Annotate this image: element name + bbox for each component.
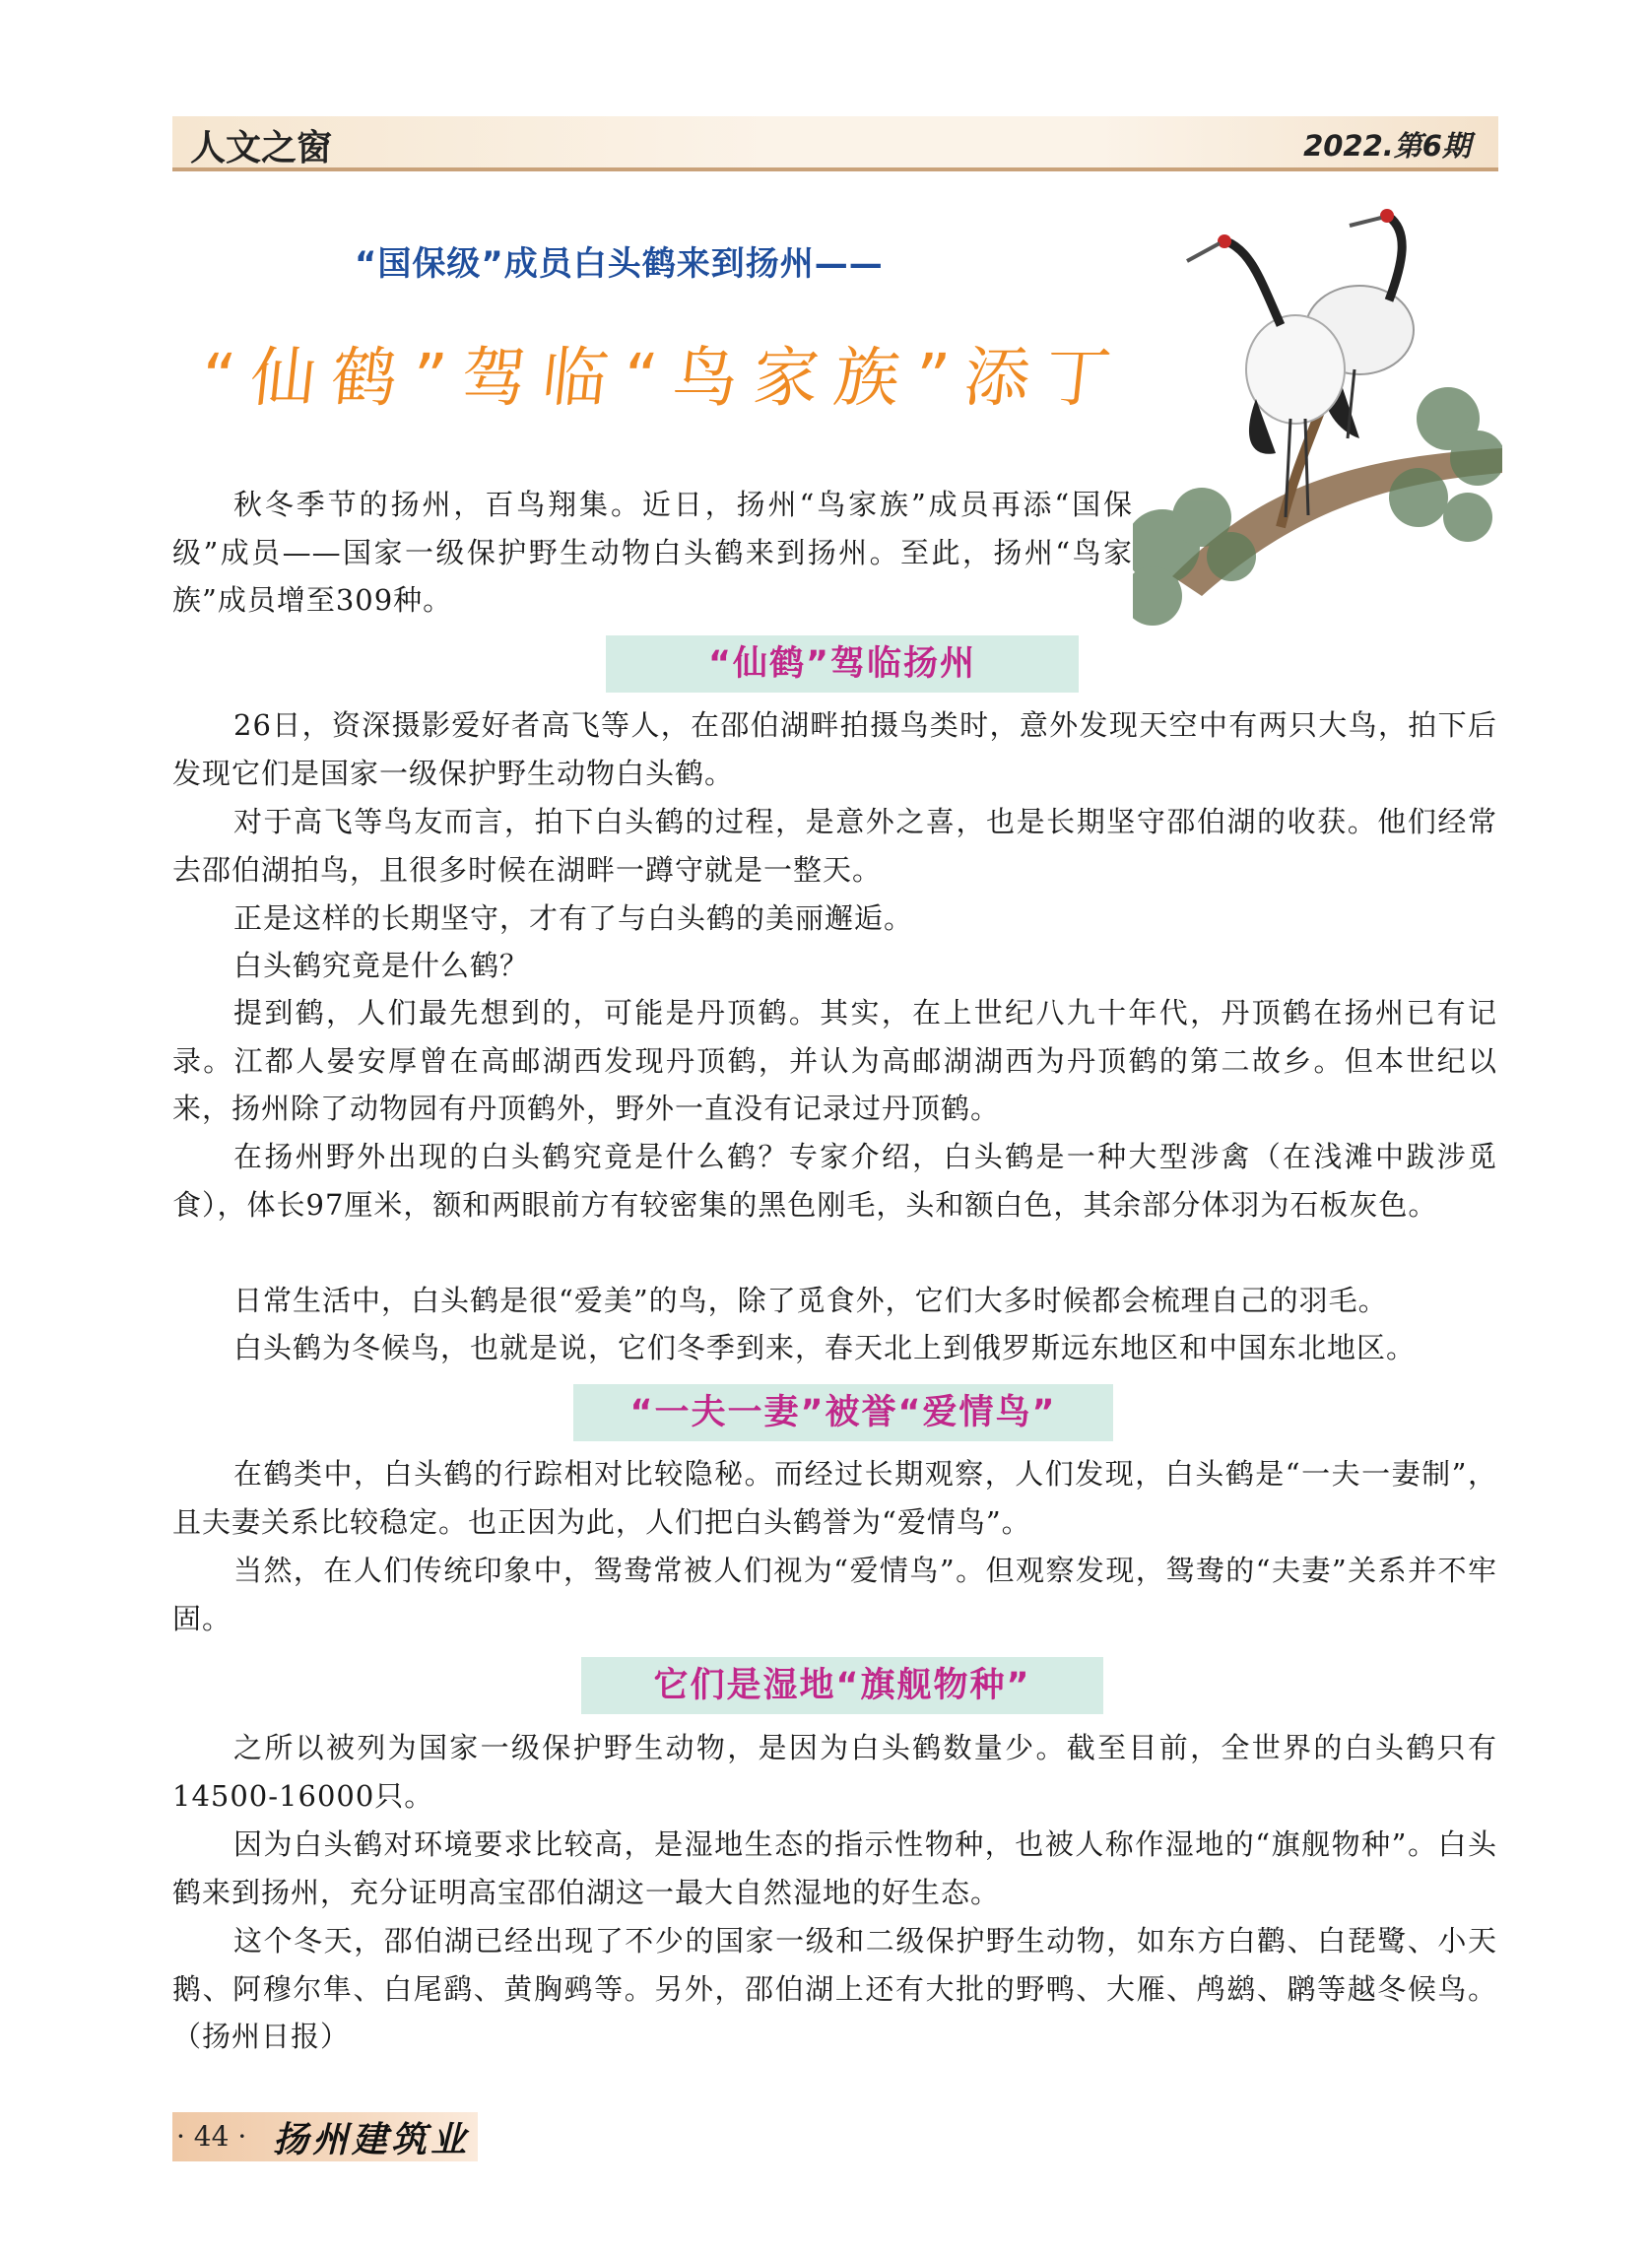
issue-number: 2022.第6期 (1303, 129, 1471, 163)
section-heading-2: “一夫一妻”被誉“爱情鸟” (573, 1384, 1113, 1441)
article-title: “仙鹤”驾临“鸟家族”添丁 (197, 340, 1131, 416)
paragraph: 当然，在人们传统印象中，鸳鸯常被人们视为“爱情鸟”。但观察发现，鸳鸯的“夫妻”关系并不牢固。 (172, 1554, 1497, 1635)
section-label: 人文之窗 (190, 128, 333, 168)
page-number: · 44 · (176, 2120, 247, 2153)
paragraph: 之所以被列为国家一级保护野生动物，是因为白头鹤数量少。截至目前，全世界的白头鹤只有14500-16000只。 (172, 1731, 1497, 1813)
magazine-name: 扬州建筑业 (273, 2119, 471, 2160)
paragraph: 正是这样的长期坚守，才有了与白头鹤的美丽邂逅。 (233, 901, 914, 935)
crane-front (1187, 234, 1345, 517)
page-footer (172, 2112, 478, 2161)
paragraph: 提到鹤，人们最先想到的，可能是丹顶鹤。其实，在上世纪八九十年代，丹顶鹤在扬州已有记录。江都人晏安厚曾在高邮湖西发现丹顶鹤，并认为高邮湖湖西为丹顶鹤的第二故乡。但本世纪以来，扬州除了动物园有丹顶鹤外，野外一直没有记录过丹顶鹤。 (172, 996, 1497, 1125)
paragraph: 26日，资深摄影爱好者高飞等人，在邵伯湖畔拍摄鸟类时，意外发现天空中有两只大鸟，拍下后发现它们是国家一级保护野生动物白头鹤。 (172, 708, 1497, 790)
paragraph: 因为白头鹤对环境要求比较高，是湿地生态的指示性物种，也被人称作湿地的“旗舰物种”。白头鹤来到扬州，充分证明高宝邵伯湖这一最大自然湿地的好生态。 (172, 1827, 1497, 1909)
paragraph: 在扬州野外出现的白头鹤究竟是什么鹤？专家介绍，白头鹤是一种大型涉禽（在浅滩中跋涉觅食），体长97厘米，额和两眼前方有较密集的黑色刚毛，头和额白色，其余部分体羽为石板灰色。 (172, 1140, 1497, 1222)
section-heading-3: 它们是湿地“旗舰物种” (581, 1657, 1103, 1714)
intro-paragraph: 秋冬季节的扬州，百鸟翔集。近日，扬州“鸟家族”成员再添“国保级”成员——国家一级保护野生动物白头鹤来到扬州。至此，扬州“鸟家族”成员增至309种。 (172, 488, 1133, 617)
section-heading-1: “仙鹤”驾临扬州 (606, 635, 1079, 693)
paragraph: 日常生活中，白头鹤是很“爱美”的鸟，除了觅食外，它们大多时候都会梳理自己的羽毛。 (233, 1284, 1388, 1317)
article-subtitle: “国保级”成员白头鹤来到扬州—— (355, 244, 884, 284)
crane-pine-illustration (1133, 202, 1502, 635)
paragraph: 对于高飞等鸟友而言，拍下白头鹤的过程，是意外之喜，也是长期坚守邵伯湖的收获。他们经常去邵伯湖拍鸟，且很多时候在湖畔一蹲守就是一整天。 (172, 805, 1497, 887)
page-header (172, 116, 1498, 171)
paragraph: 这个冬天，邵伯湖已经出现了不少的国家一级和二级保护野生动物，如东方白鹳、白琵鹭、小天鹅、阿穆尔隼、白尾鹞、黄胸鹀等。另外，邵伯湖上还有大批的野鸭、大雁、鸬鹚、䴙等越冬候鸟。（扬州日报） (172, 1924, 1497, 2053)
paragraph: 白头鹤为冬候鸟，也就是说，它们冬季到来，春天北上到俄罗斯远东地区和中国东北地区。 (233, 1331, 1417, 1364)
paragraph: 白头鹤究竟是什么鹤？ (233, 949, 530, 982)
paragraph: 在鹤类中，白头鹤的行踪相对比较隐秘。而经过长期观察，人们发现，白头鹤是“一夫一妻制”，且夫妻关系比较稳定。也正因为此，人们把白头鹤誉为“爱情鸟”。 (172, 1457, 1497, 1539)
